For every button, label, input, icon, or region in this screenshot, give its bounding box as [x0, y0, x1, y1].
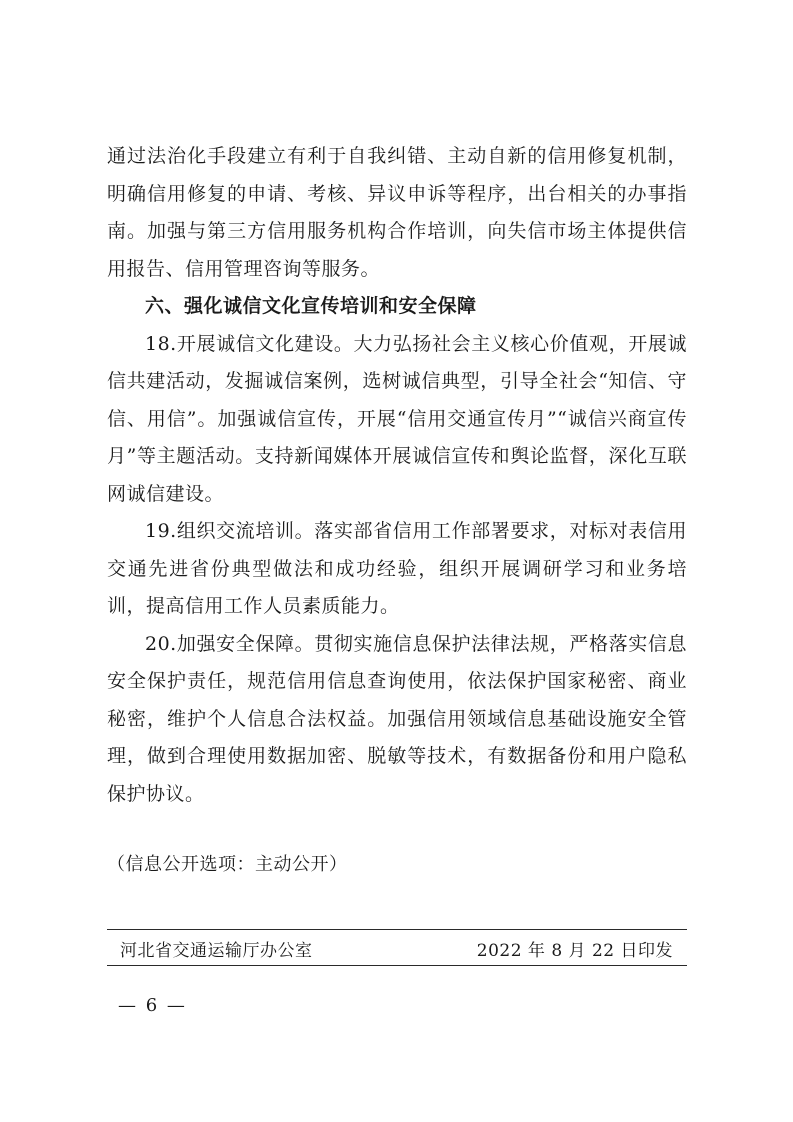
- footer-rule-top: [107, 929, 687, 930]
- paragraph-19: 19.组织交流培训。落实部省信用工作部署要求，对标对表信用交通先进省份典型做法和成功经验，组织开展调研学习和业务培训，提高信用工作人员素质能力。: [107, 520, 687, 617]
- paragraph-credit-repair: 通过法治化手段建立有利于自我纠错、主动自新的信用修复机制，明确信用修复的申请、考核、异议申诉等程序，出台相关的办事指南。加强与第三方信用服务机构合作培训，向失信市场主体提供信用报告、信用管理咨询等服务。: [107, 145, 687, 280]
- section-heading-6: 六、强化诚信文化宣传培训和安全保障: [145, 295, 477, 317]
- issue-date: 2022 年 8 月 22 日印发: [476, 940, 673, 961]
- footer-rule-bottom: [107, 965, 687, 966]
- body-text: [107, 138, 687, 813]
- issuer-name: 河北省交通运输厅办公室: [120, 940, 313, 961]
- paragraph-18: 18.开展诚信文化建设。大力弘扬社会主义核心价值观，开展诚信共建活动，发掘诚信案例，选树诚信典型，引导全社会“知信、守信、用信”。加强诚信宣传，开展“信用交通宣传月”“诚信兴商宣传月”等主题活动。支持新闻媒体开展诚信宣传和舆论监督，深化互联网诚信建设。: [107, 332, 687, 505]
- paragraph-20: 20.加强安全保障。贯彻实施信息保护法律法规，严格落实信息安全保护责任，规范信用信息查询使用，依法保护国家秘密、商业秘密，维护个人信息合法权益。加强信用领域信息基础设施安全管理，做到合理使用数据加密、脱敏等技术，有数据备份和用户隐私保护协议。: [107, 632, 687, 805]
- issuance-footer: [120, 933, 673, 963]
- disclosure-option: （信息公开选项：主动公开）: [107, 854, 348, 875]
- page-number: — 6 —: [118, 995, 187, 1016]
